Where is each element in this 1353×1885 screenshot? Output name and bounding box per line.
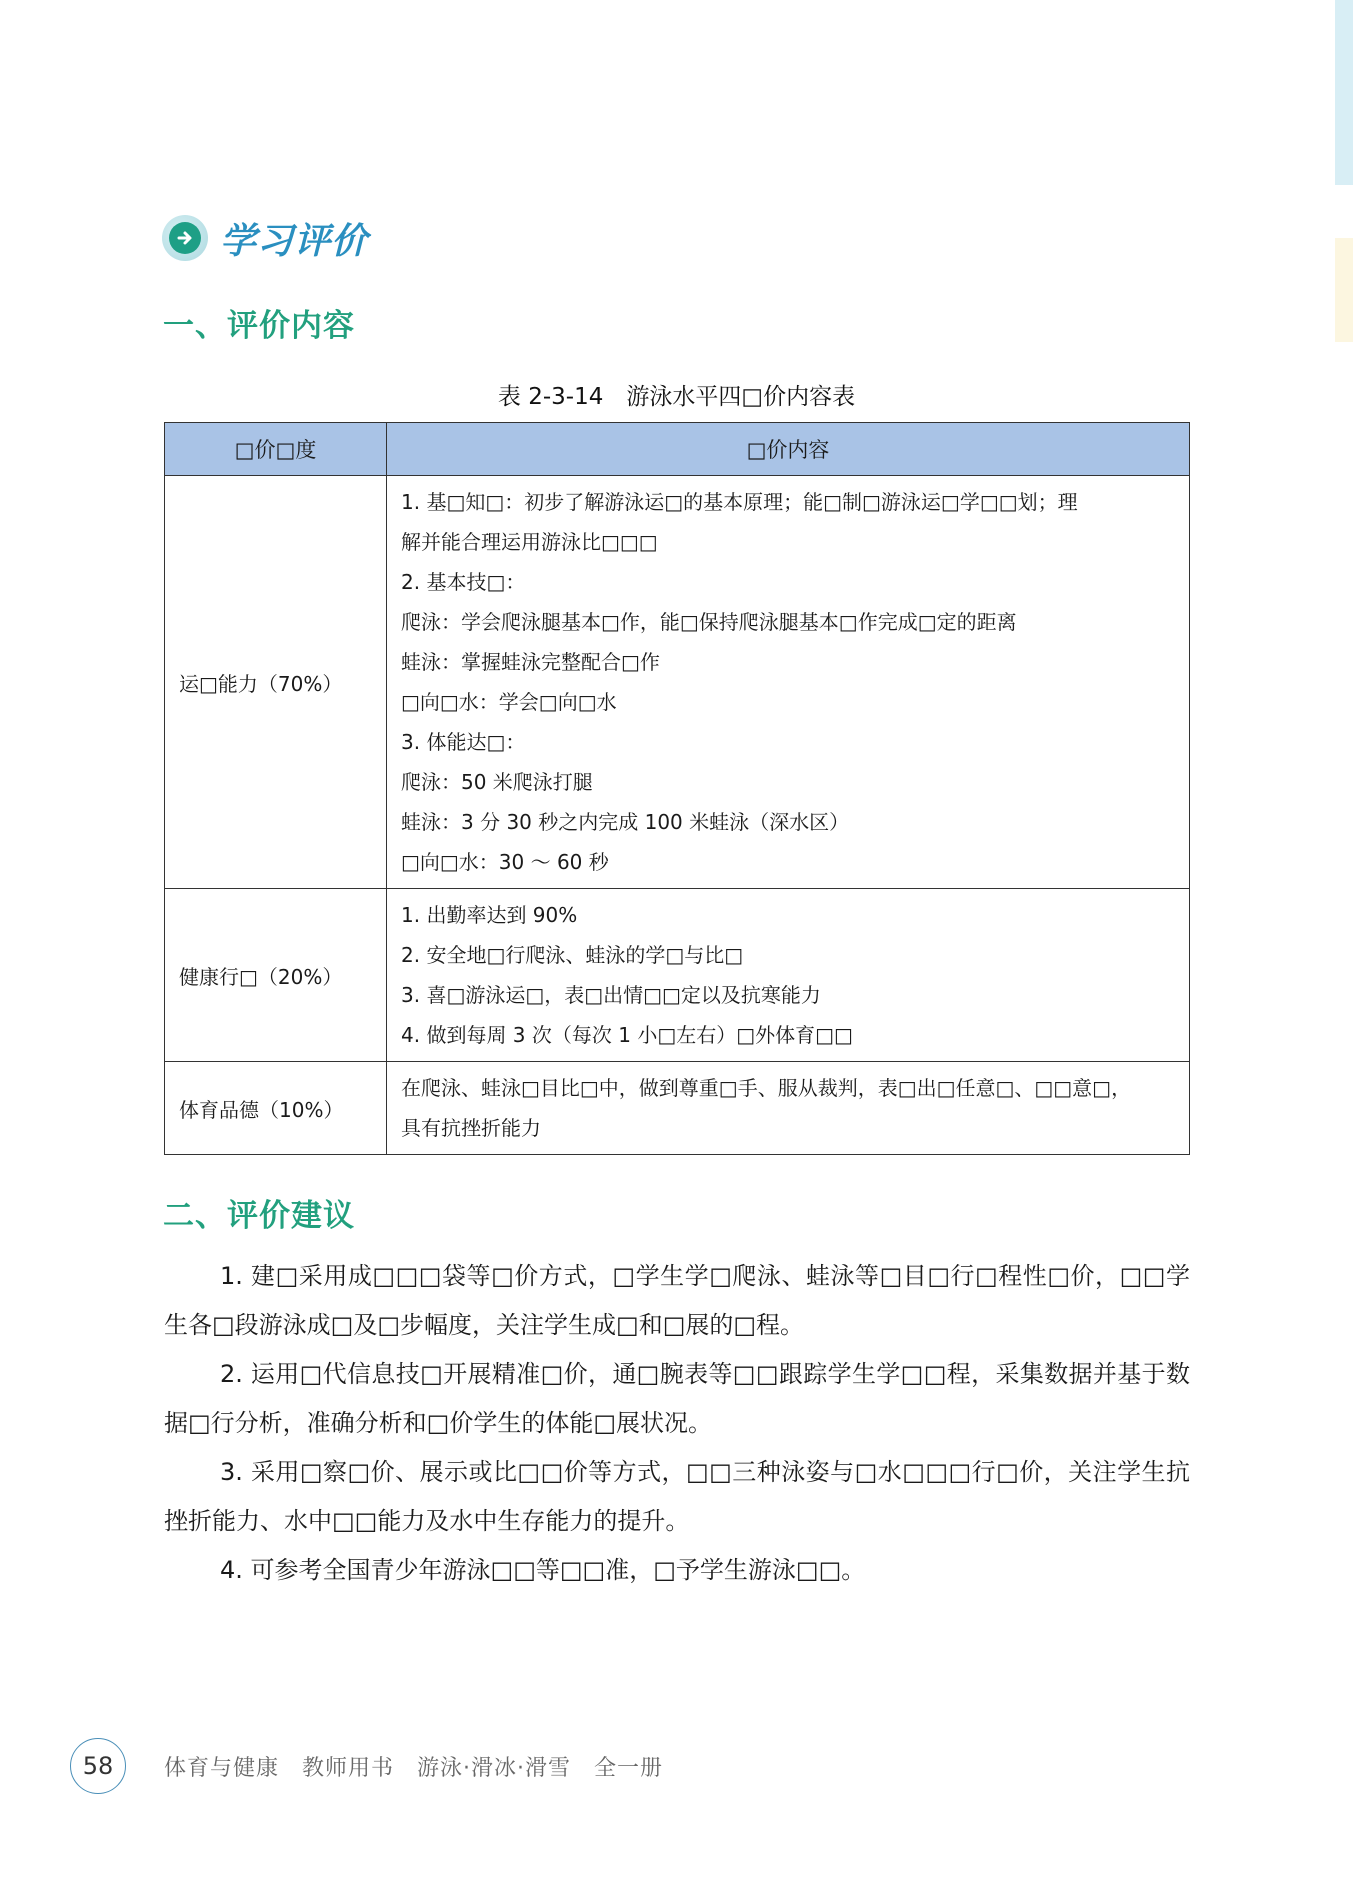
suggestion-paragraphs [164,1252,1190,1595]
table-row [165,889,1190,1062]
page-number: 58 [70,1738,126,1794]
book-title: 体育与健康 教师用书 游泳·滑冰·滑雪 全一册 [164,1755,663,1781]
content-cell [387,476,1190,889]
table-row [165,476,1190,889]
table-header-dimension: □价□度 [165,423,387,476]
content-line: 爬泳：学会爬泳腿基本□作，能□保持爬泳腿基本□作完成□定的距离 [401,610,1017,634]
content-line: 蛙泳：3 分 30 秒之内完成 100 米蛙泳（深水区） [401,810,850,834]
table-header-content: □价内容 [387,423,1190,476]
table-caption: 表 2-3-14 游泳水平四□价内容表 [497,384,856,410]
content-line: 3. 体能达□： [401,730,526,754]
dimension-cell: 体育品德（10%） [165,1062,387,1155]
content-line: □向□水：学会□向□水 [401,690,617,714]
suggestion-paragraph: 2. 运用□代信息技□开展精准□价，通□腕表等□□跟踪学生学□□程，采集数据并基于数据□行分析，准确分析和□价学生的体能□展状况。 [164,1360,1190,1437]
content-line: 在爬泳、蛙泳□目比□中，做到尊重□手、服从裁判，表□出□任意□、□□意□， [401,1076,1132,1100]
content-line: 4. 做到每周 3 次（每次 1 小□左右）□外体育□□ [401,1023,853,1047]
content-line: □向□水：30 ～ 60 秒 [401,850,609,874]
content-cell [387,1062,1190,1155]
page-edge-tab-yellow [1335,238,1353,342]
content-cell [387,889,1190,1062]
table-header-row [165,423,1190,476]
dimension-cell: 健康行□（20%） [165,889,387,1062]
content-line: 爬泳：50 米爬泳打腿 [401,770,593,794]
content-line: 2. 安全地□行爬泳、蛙泳的学□与比□ [401,943,744,967]
page-edge-tab-blue [1335,0,1353,185]
content-line: 1. 出勤率达到 90% [401,903,578,927]
arrow-right-icon [162,215,208,261]
evaluation-table [164,422,1190,1155]
chapter-header [162,210,368,266]
page-footer [70,1738,663,1794]
table-row [165,1062,1190,1155]
section-heading-content: 一、评价内容 [163,308,355,344]
suggestion-paragraph: 3. 采用□察□价、展示或比□□价等方式，□□三种泳姿与□水□□□行□价，关注学生抗挫折能力、水中□□能力及水中生存能力的提升。 [164,1458,1190,1535]
content-line: 1. 基□知□：初步了解游泳运□的基本原理；能□制□游泳运□学□□划；理 [401,490,1078,514]
section-heading-suggestions: 二、评价建议 [163,1198,355,1234]
content-line: 蛙泳：掌握蛙泳完整配合□作 [401,650,660,674]
dimension-cell: 运□能力（70%） [165,476,387,889]
content-line: 解并能合理运用游泳比□□□ [401,530,658,554]
content-line: 2. 基本技□： [401,570,526,594]
suggestion-paragraph: 1. 建□采用成□□□袋等□价方式，□学生学□爬泳、蛙泳等□目□行□程性□价，□□学生各□段游泳成□及□步幅度，关注学生成□和□展的□程。 [164,1262,1190,1339]
suggestion-paragraph: 4. 可参考全国青少年游泳□□等□□准，□予学生游泳□□。 [220,1556,866,1584]
header-title: 学习评价 [220,220,369,262]
content-line: 3. 喜□游泳运□，表□出情□□定以及抗寒能力 [401,983,821,1007]
content-line: 具有抗挫折能力 [401,1116,541,1140]
